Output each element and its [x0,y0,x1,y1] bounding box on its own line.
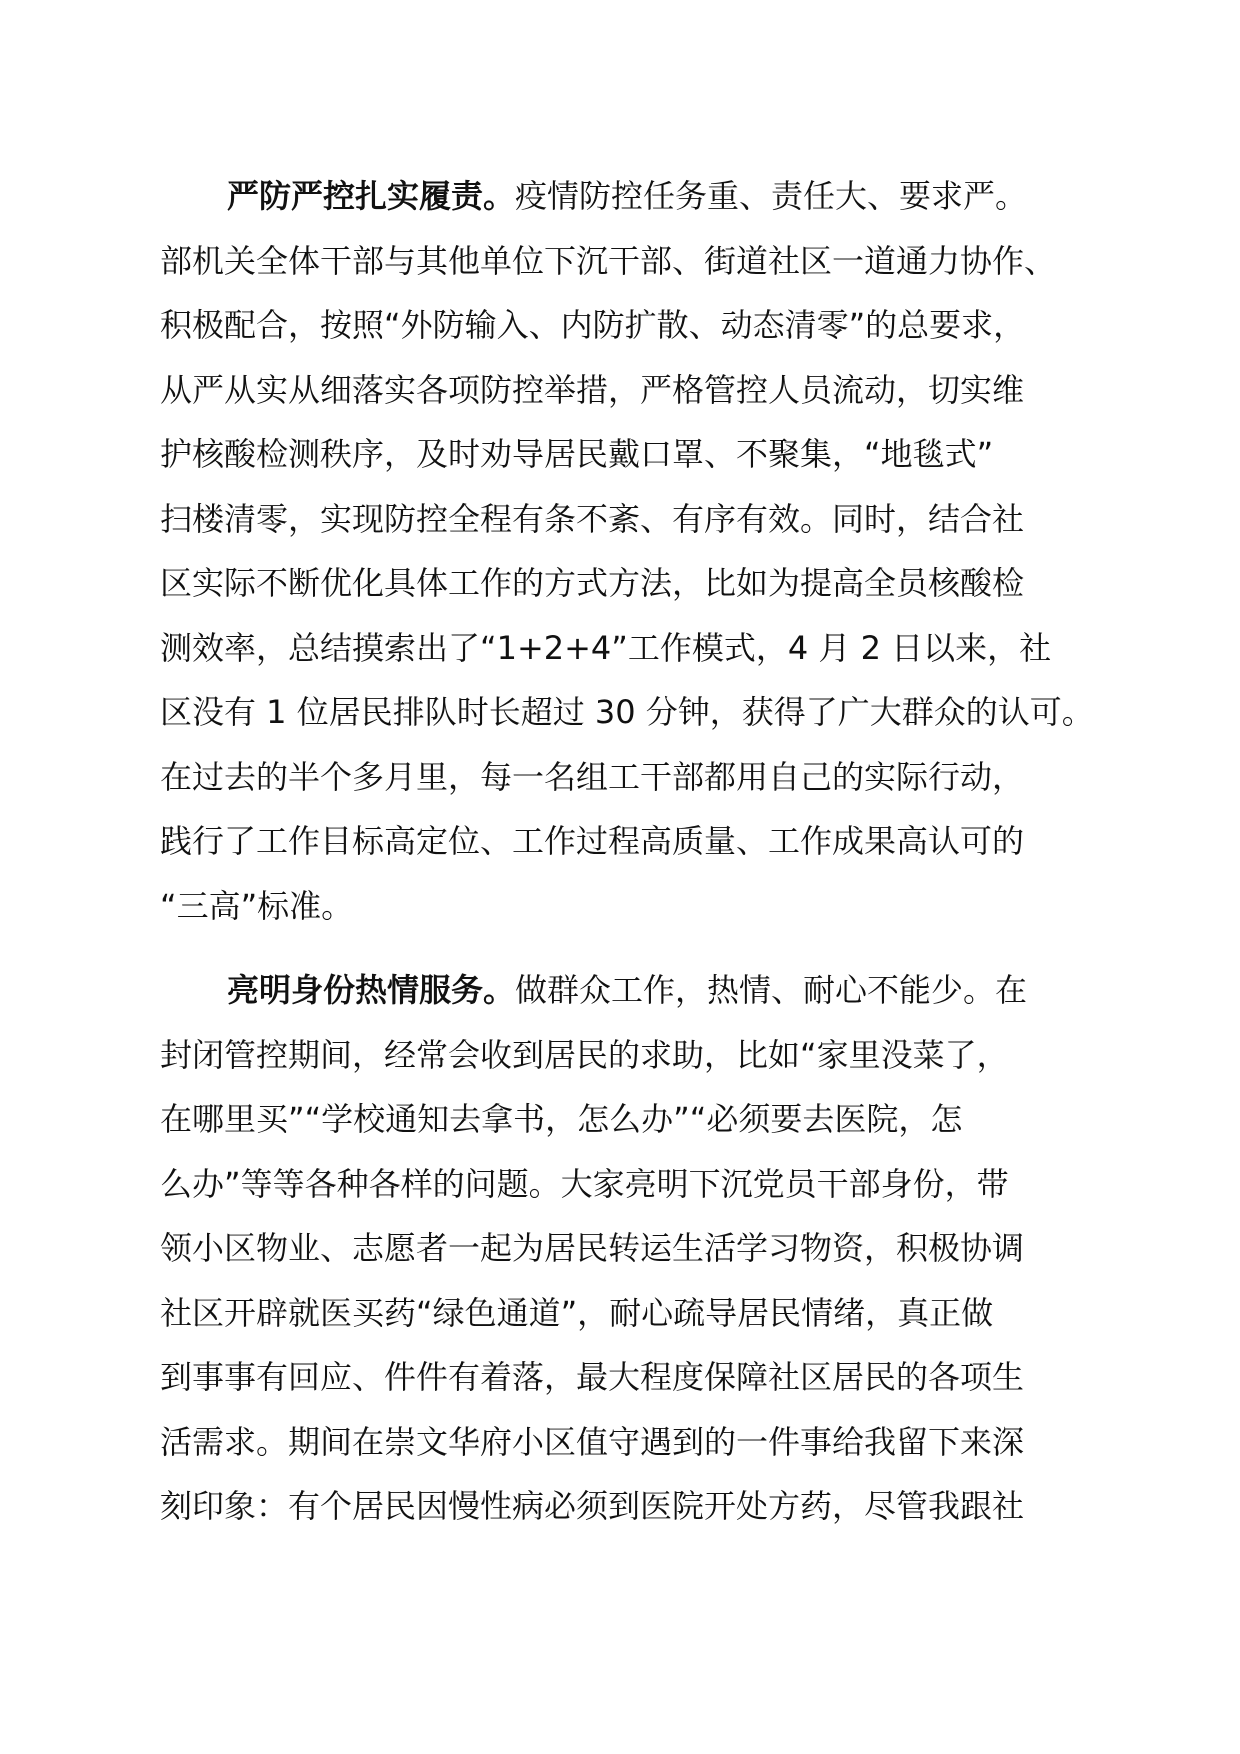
paragraph-line: 封闭管控期间，经常会收到居民的求助，比如“家里没菜了， [160,1035,1009,1074]
paragraph-line: 社区开辟就医买药“绿色通道”，耐心疏导居民情绪，真正做 [160,1293,994,1332]
paragraph-first-line [160,164,1120,229]
paragraph-line: 领小区物业、志愿者一起为居民转运生活学习物资，积极协调 [160,1229,1025,1267]
paragraph-line: 扫楼清零，实现防控全程有条不紊、有序有效。同时，结合社 [160,499,1025,538]
paragraph-line: 区实际不断优化具体工作的方式方法，比如为提高全员核酸检 [160,564,1025,602]
paragraph-line: 测效率，总结摸索出了“1+2+4”工作模式，4 月 2 日以来，社 [160,628,1052,667]
paragraph-line: 活需求。期间在崇文华府小区值守遇到的一件事给我留下来深 [160,1422,1025,1461]
paragraph-heading: 亮明身份热情服务。 [227,971,516,1009]
paragraph-strict-prevention [160,164,1120,938]
paragraph-line: “三高”标准。 [160,886,354,925]
paragraph-line: 践行了工作目标高定位、工作过程高质量、工作成果高认可的 [160,822,1025,860]
paragraph-line: 从严从实从细落实各项防控举措，严格管控人员流动，切实维 [160,370,1025,409]
paragraph-text: 疫情防控任务重、责任大、要求严。 [515,177,1028,215]
paragraph-warm-service [160,958,1120,1539]
paragraph-line: 积极配合，按照“外防输入、内防扩散、动态清零”的总要求， [160,306,1026,344]
paragraph-text: 做群众工作，热情、耐心不能少。在 [515,971,1028,1009]
paragraph-first-line [160,958,1120,1023]
paragraph-line: 部机关全体干部与其他单位下沉干部、街道社区一道通力协作、 [160,241,1057,280]
paragraph-line: 到事事有回应、件件有着落，最大程度保障社区居民的各项生 [160,1358,1025,1396]
paragraph-heading: 严防严控扎实履责。 [227,177,516,215]
paragraph-line: 么办”等等各种各样的问题。大家亮明下沉党员干部身份，带 [160,1164,1009,1203]
paragraph-line: 护核酸检测秩序，及时劝导居民戴口罩、不聚集，“地毯式” [160,435,994,473]
paragraph-line: 区没有 1 位居民排队时长超过 30 分钟，获得了广大群众的认可。 [160,693,1094,731]
paragraph-line: 刻印象：有个居民因慢性病必须到医院开处方药，尽管我跟社 [160,1487,1025,1525]
paragraph-line: 在过去的半个多月里，每一名组工干部都用自己的实际行动， [160,757,1025,796]
paragraph-line: 在哪里买”“学校通知去拿书，怎么办”“必须要去医院，怎 [160,1100,963,1138]
